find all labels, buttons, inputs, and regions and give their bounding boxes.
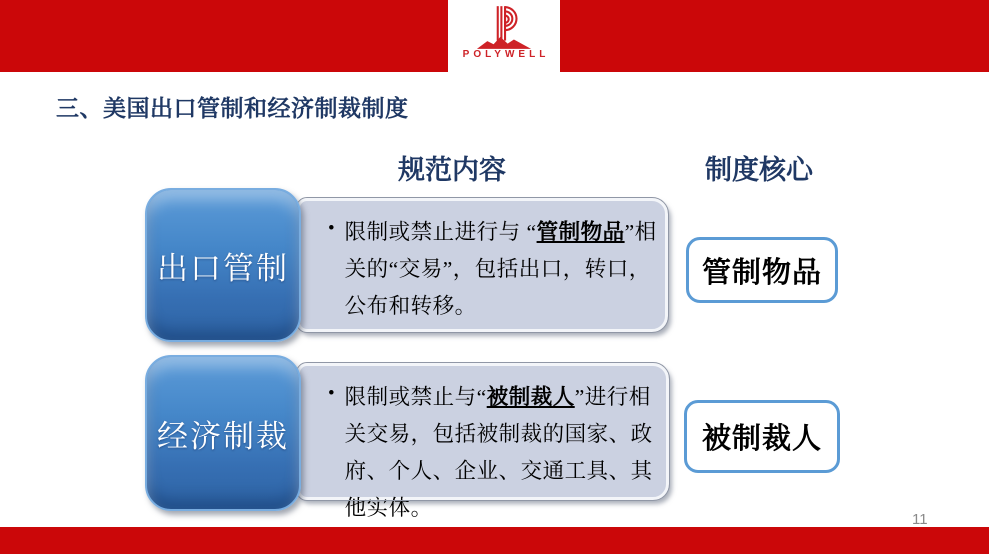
- polywell-logo-icon: [472, 2, 536, 52]
- logo-wordmark: POLYWELL: [462, 49, 550, 60]
- page-number: 11: [912, 511, 928, 528]
- content-box-economic-sanctions: [297, 363, 669, 520]
- core-box-controlled-items: 管制物品: [686, 237, 838, 303]
- core-box-sanctioned-persons: 被制裁人: [684, 400, 840, 473]
- column-header-core: 制度核心: [705, 155, 813, 185]
- content-text-economic-sanctions: 限制或禁止与“被制裁人”进行相关交易，包括被制裁的国家、政府、个人、企业、交通工具、其他实体。: [344, 385, 653, 520]
- column-header-content: 规范内容: [398, 155, 506, 185]
- header-bar: [0, 0, 989, 72]
- category-box-export-control: 出口管制: [145, 188, 301, 342]
- page-title: 三、美国出口管制和经济制裁制度: [56, 95, 409, 121]
- bullet-icon: •: [328, 383, 335, 404]
- category-box-economic-sanctions: 经济制裁: [145, 355, 301, 511]
- content-box-export-control: [297, 198, 668, 332]
- logo-block: [448, 0, 560, 72]
- content-text-export-control: 限制或禁止进行与 “管制物品”相关的“交易”，包括出口，转口，公布和转移。: [344, 220, 657, 318]
- footer-bar: [0, 527, 989, 554]
- bullet-icon: •: [328, 218, 335, 239]
